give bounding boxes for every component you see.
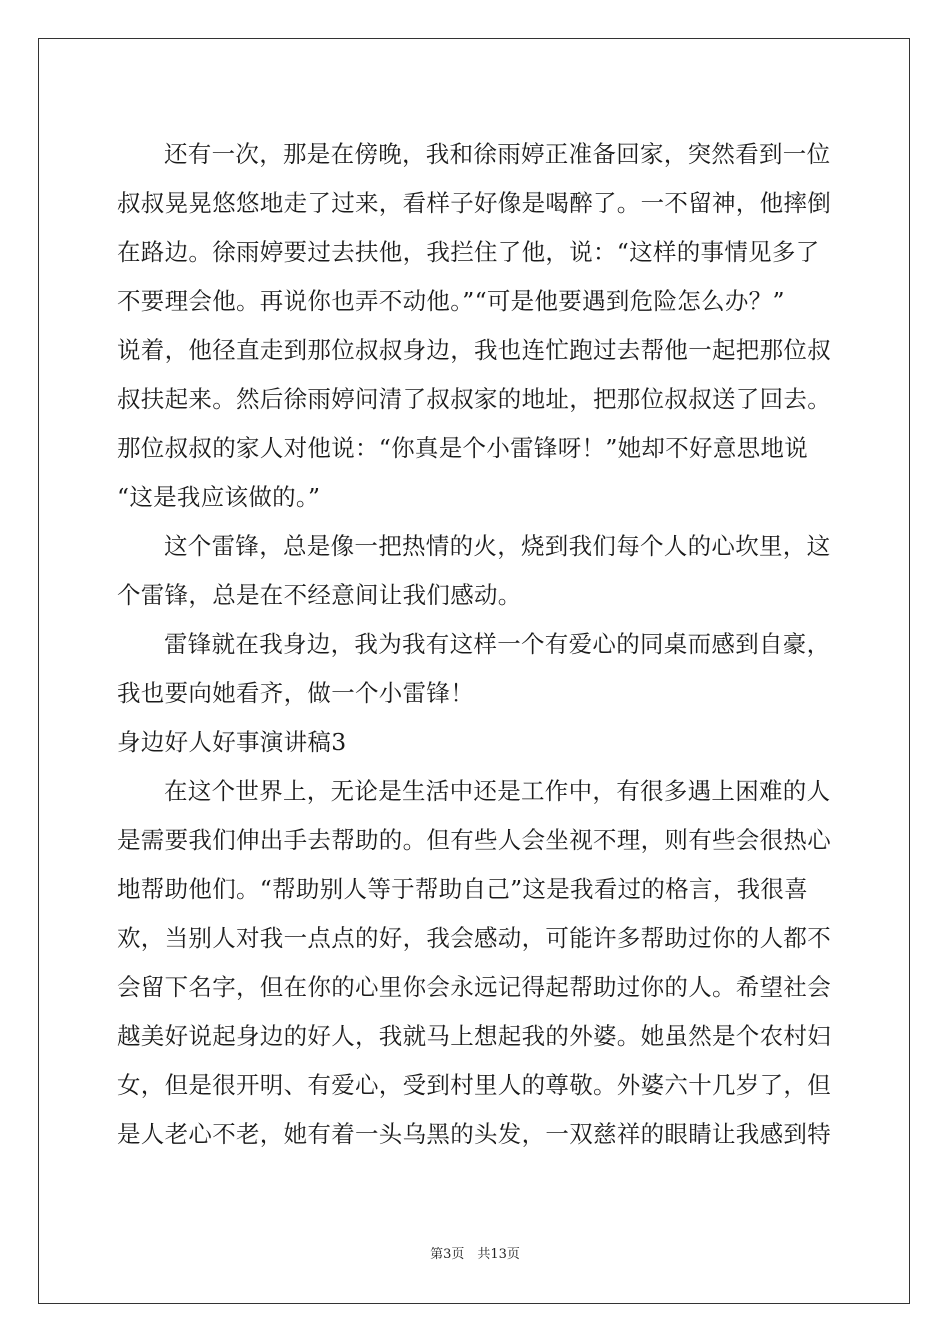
text-line: 那位叔叔的家人对他说：“你真是个小雷锋呀！”她却不好意思地说 [117, 434, 809, 462]
text-line: 欢，当别人对我一点点的好，我会感动，可能许多帮助过你的人都不 [117, 924, 831, 952]
paragraph [117, 130, 833, 522]
text-line: 不要理会他。再说你也弄不动他。”“可是他要遇到危险怎么办？” [117, 287, 785, 315]
text-line: 女，但是很开明、有爱心，受到村里人的尊敬。外婆六十几岁了，但 [117, 1071, 831, 1099]
text-line: 雷锋就在我身边，我为我有这样一个有爱心的同桌而感到自豪， [164, 630, 831, 658]
text-line: 身边好人好事演讲稿3 [117, 728, 347, 756]
text-line: 是人老心不老，她有着一头乌黑的头发，一双慈祥的眼睛让我感到特 [117, 1120, 831, 1148]
text-line: 这个雷锋，总是像一把热情的火，烧到我们每个人的心坎里，这 [164, 532, 831, 560]
text-line: 叔叔晃晃悠悠地走了过来，看样子好像是喝醉了。一不留神，他摔倒 [117, 189, 831, 217]
page-footer: 第3页 共13页 [430, 1247, 520, 1262]
text-line: 在这个世界上，无论是生活中还是工作中，有很多遇上困难的人 [164, 777, 831, 805]
text-line: 叔扶起来。然后徐雨婷问清了叔叔家的地址，把那位叔叔送了回去。 [117, 385, 831, 413]
text-line: 地帮助他们。“帮助别人等于帮助自己”这是我看过的格言，我很喜 [117, 875, 809, 903]
text-line: 是需要我们伸出手去帮助的。但有些人会坐视不理，则有些会很热心 [117, 826, 831, 854]
text-line: 会留下名字，但在你的心里你会永远记得起帮助过你的人。希望社会 [117, 973, 831, 1001]
text-line: 还有一次，那是在傍晚，我和徐雨婷正准备回家，突然看到一位 [164, 140, 831, 168]
text-line: 说着，他径直走到那位叔叔身边，我也连忙跑过去帮他一起把那位叔 [117, 336, 831, 364]
text-line: 我也要向她看齐，做一个小雷锋！ [117, 679, 474, 707]
text-line: 个雷锋，总是在不经意间让我们感动。 [117, 581, 522, 609]
text-line: “这是我应该做的。” [117, 483, 321, 511]
section-heading [117, 718, 833, 767]
document-body [117, 130, 833, 1159]
paragraph [117, 620, 833, 718]
text-line: 在路边。徐雨婷要过去扶他，我拦住了他，说：“这样的事情见多了 [117, 238, 820, 266]
paragraph [117, 522, 833, 620]
paragraph [117, 767, 833, 1159]
text-line: 越美好说起身边的好人，我就马上想起我的外婆。她虽然是个农村妇 [117, 1022, 831, 1050]
